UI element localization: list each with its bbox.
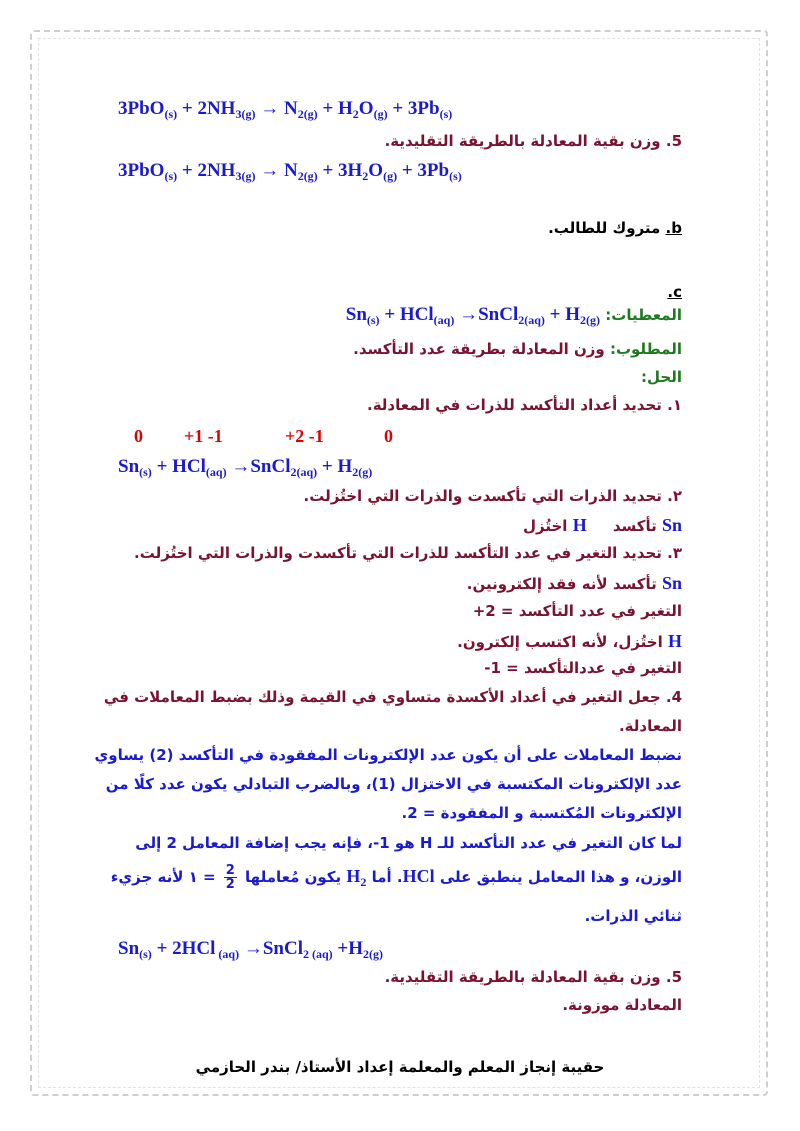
paragraph-line2: عدد الإلكترونات المكتسبة في الاختزال (1)، وبالضرب التبادلي يكون عدد كلًا من	[105, 775, 682, 793]
paragraph-line4: لما كان التغير في عدد التأكسد للـ H هو 1-، فإنه يجب إضافة المعامل 2 إلى	[135, 834, 682, 852]
sn-oxidized: Sn تأكسد لأنه فقد إلكترونين.	[466, 573, 682, 593]
step4-line1: 4. جعل التغير في أعداد الأكسدة متساوي في القيمة وذلك بضبط المعاملات في	[103, 688, 682, 706]
given-line: المعطيات: $Sn_{(s)} + HCl_{(aq)}$ →SnCl$_{2(aq)}$ + $H_{2(g)}$	[345, 304, 682, 327]
step5-heading-b: 5. وزن بقية المعادلة بالطريقة التقليدية.	[384, 968, 682, 986]
step1: ١. تحديد أعداد التأكسد للذرات في المعادلة.	[367, 396, 682, 414]
ox-number-4: 0	[384, 426, 393, 446]
change-reduction: التغير في عددالتأكسد = 1-	[484, 659, 682, 677]
step3: ٣. تحديد التغير في عدد التأكسد للذرات التي تأكسدت والذرات التي اختُزلت.	[134, 544, 682, 562]
paragraph-line3: الإلكترونات المُكتسبة و المفقودة = 2.	[401, 804, 682, 822]
paragraph-line1: نضبط المعاملات على أن يكون عدد الإلكترونات المفقودة في التأكسد (2) يساوي	[94, 746, 682, 764]
equation-4: $Sn_{(s)} + 2HCl$ $_{(aq)}$ →SnCl$_{2 (aq)}$ $+H_{2(g)}$	[118, 938, 384, 961]
equation-3: $Sn_{(s)} + HCl_{(aq)}$ →SnCl$_{2(aq)}$ + $H_{2(g)}$	[118, 456, 373, 479]
equation-1: $3PbO_{(s)} + 2NH_{3(g)} \to N_{2(g)} + H_2O_{(g)} + 3Pb_{(s)}$	[118, 98, 453, 121]
required-line: المطلوب: وزن المعادلة بطريقة عدد التأكسد.	[353, 340, 682, 358]
paragraph-line5: الوزن، و هذا المعامل ينطبق على HCl. أما $H_2$ يكون مُعاملها $\frac{2}{2}$ = ١ لأنه جزيء	[110, 863, 682, 892]
ox-number-3: +2 -1	[285, 426, 324, 446]
solution-label: الحل:	[641, 368, 682, 386]
equation-2: $3PbO_{(s)} + 2NH_{3(g)} \to N_{2(g)} + 3H_2O_{(g)} + 3Pb_{(s)}$	[118, 160, 462, 183]
step2-answer: Sn تأكسد H اختُزل	[523, 515, 682, 535]
part-b: b. متروك للطالب.	[548, 219, 682, 237]
page-border-inner	[38, 38, 760, 1088]
part-c-label: c.	[667, 283, 682, 301]
footer: حقيبة إنجاز المعلم والمعلمة إعداد الأستاذ/ بندر الحازمي	[195, 1058, 605, 1076]
change-oxidation: التغير في عدد التأكسد = 2+	[472, 602, 682, 620]
paragraph-line6: ثنائي الذرات.	[584, 907, 682, 925]
h-reduced: H اختُزل، لأنه اكتسب إلكترون.	[457, 631, 682, 651]
step2: ٢. تحديد الذرات التي تأكسدت والذرات التي اختُزلت.	[303, 487, 682, 505]
step5-heading-a: 5. وزن بقية المعادلة بالطريقة التقليدية.	[384, 132, 682, 150]
ox-number-1: 0	[134, 426, 143, 446]
balanced-note: المعادلة موزونة.	[562, 996, 682, 1014]
step4-line2: المعادلة.	[618, 717, 682, 735]
fraction: $\frac{2}{2}$	[225, 863, 235, 892]
ox-number-2: +1 -1	[184, 426, 223, 446]
